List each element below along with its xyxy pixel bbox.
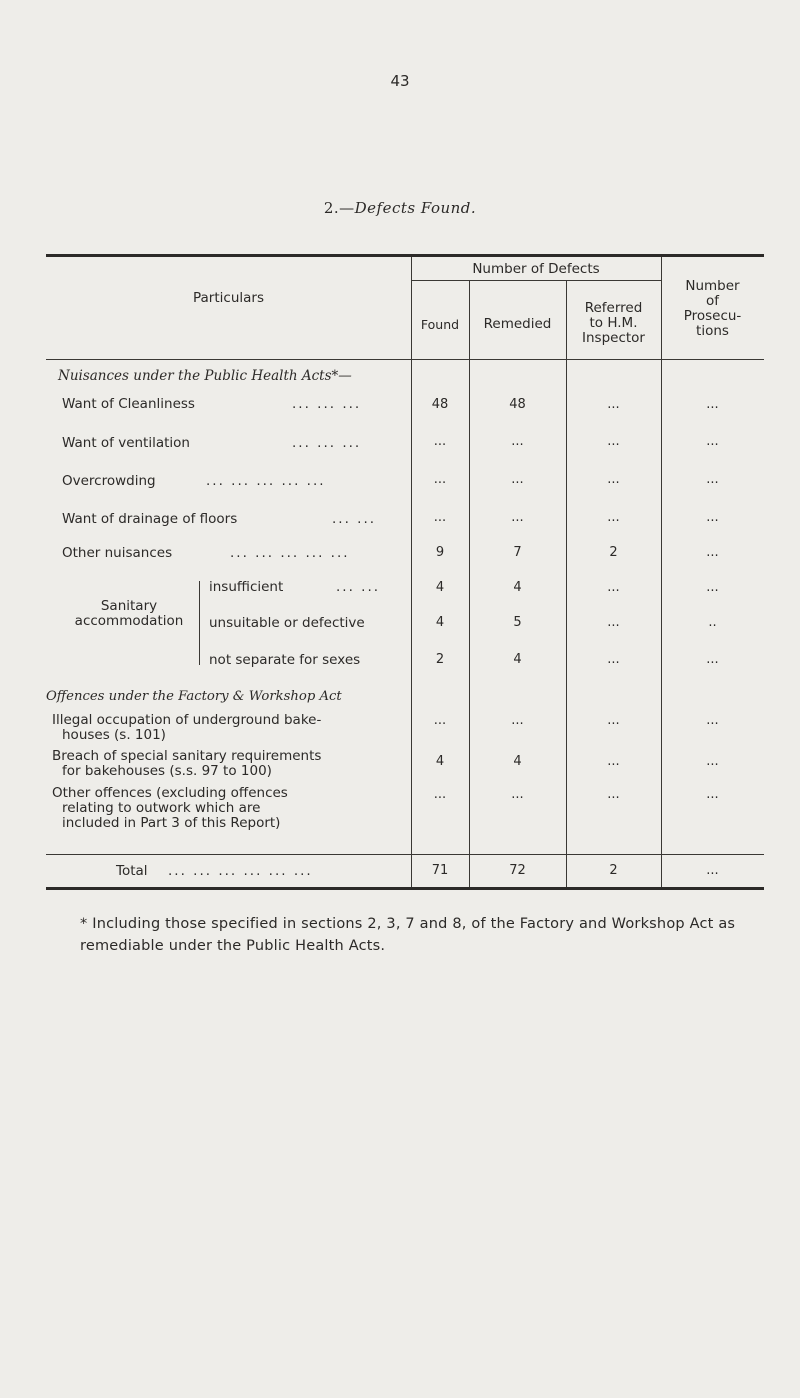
row-label: Other nuisances [62,545,173,561]
cell-remedied: 7 [513,545,522,560]
row-label: Overcrowding [62,473,156,489]
header-prosecutions [661,279,764,339]
row-label: insufficient [209,579,284,595]
cell-referred: ... [607,434,620,449]
defects-table [46,254,764,890]
row-label [52,749,412,779]
row-label-line: Other offences (excluding offences [52,785,288,801]
row-label-line: houses (s. 101) [62,727,166,743]
cell-found: 9 [435,545,445,560]
cell-prosecutions: ... [706,580,719,595]
cell-prosecutions: ... [706,754,719,769]
cell-found: ... [433,472,447,487]
cell-prosecutions: ... [706,472,719,487]
cell-found: ... [433,713,447,728]
header-found: Found [420,317,460,332]
leader-dots: ... ... [336,579,381,595]
cell-referred: ... [607,472,620,487]
leader-dots: ... ... [332,511,377,527]
cell-referred: ... [607,754,620,769]
cell-found: ... [433,434,447,449]
cell-prosecutions: ... [706,545,719,560]
cell-found: 4 [435,580,445,595]
row-label-line: included in Part 3 of this Report) [62,815,281,831]
cell-referred: 2 [609,545,618,560]
row-label [52,786,412,831]
cell-found: ... [433,787,447,802]
sanitary-accommodation-label [54,599,204,629]
row-label: Want of drainage of floors [62,511,238,527]
cell-prosecutions: ... [706,510,719,525]
header-referred-line: Referred [584,300,643,316]
cell-found: 4 [435,754,445,769]
cell-found: 2 [435,652,445,667]
header-rule [46,359,764,360]
header-prosecutions-line: tions [696,323,729,339]
row-label-line: relating to outwork which are [62,800,261,816]
cell-remedied: ... [511,472,524,487]
cell-remedied: 4 [513,754,522,769]
cell-remedied: ... [511,434,524,449]
cell-prosecutions: ... [706,434,719,449]
row-label: Want of ventilation [62,435,190,451]
cell-prosecutions: .. [708,615,717,630]
header-referred-line: Inspector [582,330,645,346]
section-title-prefix: 2.— [323,199,355,217]
cell-referred: ... [607,580,620,595]
header-subrule [411,280,661,281]
cell-remedied: ... [511,510,524,525]
sanitary-label-line: Sanitary [100,598,158,614]
cell-remedied: 4 [513,580,522,595]
row-label: unsuitable or defective [209,615,365,631]
header-remedied: Remedied [483,316,552,332]
leader-dots: ... ... ... [292,435,362,451]
header-number-of-defects: Number of Defects [472,261,600,277]
header-prosecutions-line: of [705,293,719,309]
row-label-line: Breach of special sanitary requirements [52,748,322,764]
cell-remedied: 48 [509,397,526,412]
cell-prosecutions: ... [706,652,719,667]
sanitary-label-line: accommodation [74,613,184,629]
cell-referred: ... [607,652,620,667]
cell-prosecutions: ... [706,787,719,802]
header-prosecutions-line: Prosecu- [683,308,742,324]
cell-prosecutions: ... [706,863,719,878]
total-label: Total [116,863,148,879]
row-label: not separate for sexes [209,652,361,668]
row-label-line: Illegal occupation of underground bake- [52,712,322,728]
cell-found: 48 [431,397,449,412]
brace-bracket [199,581,206,665]
cell-found: ... [433,510,447,525]
cell-found: 4 [435,615,445,630]
cell-found: 71 [431,863,449,878]
cell-remedied: 72 [509,863,526,878]
header-particulars: Particulars [193,290,264,306]
cell-referred: ... [607,397,620,412]
cell-remedied: ... [511,713,524,728]
row-label [52,713,412,743]
leader-dots: ... ... ... [292,396,362,412]
cell-referred: ... [607,713,620,728]
header-referred [566,301,661,346]
leader-dots: ... ... ... ... ... ... [168,863,313,879]
nuisances-heading: Nuisances under the Public Health Acts*— [58,368,352,384]
cell-prosecutions: ... [706,713,719,728]
header-referred-line: to H.M. [589,315,638,331]
cell-referred: ... [607,510,620,525]
cell-remedied: 4 [513,652,522,667]
page-number: 43 [390,72,410,90]
cell-referred: ... [607,615,620,630]
footnote: * Including those specified in sections 2, 3, 7 and 8, of the Factory and Workshop Act as remediable under the Public Health Acts. [80,916,736,954]
cell-referred: 2 [609,863,618,878]
cell-remedied: 5 [513,615,522,630]
leader-dots: ... ... ... ... ... [230,545,350,561]
cell-referred: ... [607,787,620,802]
cell-remedied: ... [511,787,524,802]
header-prosecutions-line: Number [685,278,740,294]
row-label-line: for bakehouses (s.s. 97 to 100) [62,763,272,779]
section-title [0,199,800,217]
total-rule [46,854,764,855]
leader-dots: ... ... ... ... ... [206,473,326,489]
cell-prosecutions: ... [706,397,719,412]
offences-heading: Offences under the Factory & Workshop Act [46,689,342,704]
row-label: Want of Cleanliness [62,396,195,412]
section-title-text: Defects Found. [354,199,477,217]
